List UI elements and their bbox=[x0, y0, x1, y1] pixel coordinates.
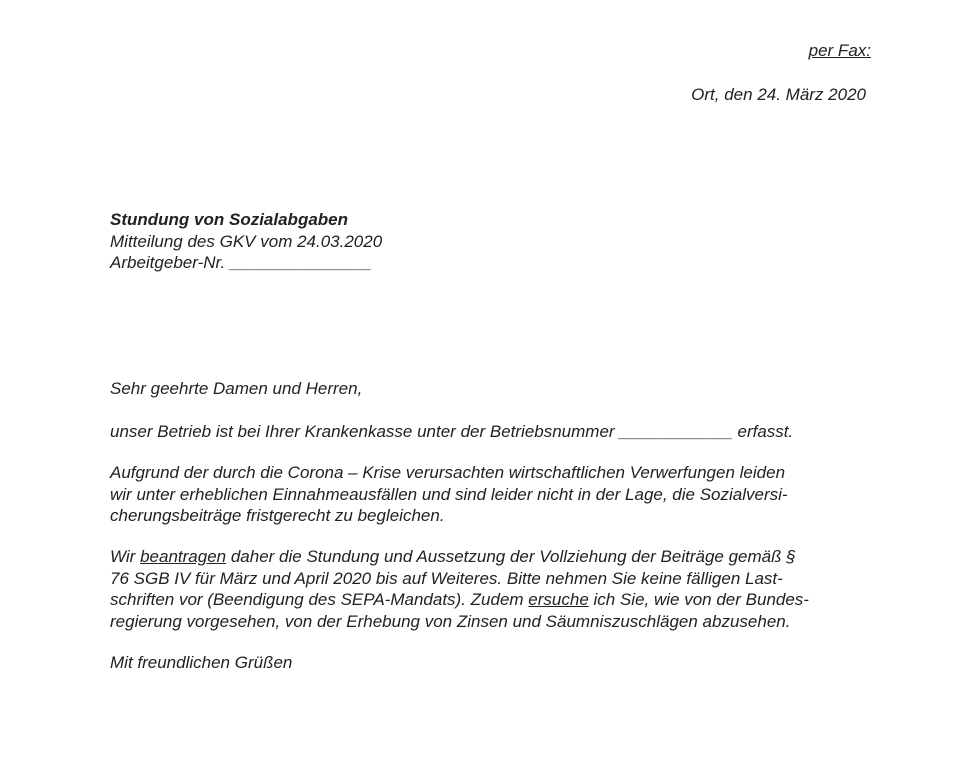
subject-title: Stundung von Sozialabgaben bbox=[110, 210, 348, 229]
employer-number-blank: _______________ bbox=[230, 253, 372, 272]
underlined-beantragen: beantragen bbox=[140, 547, 227, 566]
closing: Mit freundlichen Grüßen bbox=[110, 653, 293, 672]
place-date: Ort, den 24. März 2020 bbox=[691, 85, 866, 104]
paragraph-1-end: erfasst. bbox=[737, 422, 794, 441]
paragraph-3-start: Wir bbox=[110, 547, 136, 566]
paragraph-3-line-2: 76 SGB IV für März und April 2020 bis auf Weiteres. Bitte nehmen Sie keine fälligen Last- bbox=[110, 568, 783, 588]
employer-number-line bbox=[110, 252, 372, 274]
underlined-ersuche: ersuche bbox=[528, 590, 589, 609]
paragraph-3-line-3-start: schriften vor (Beendigung des SEPA-Mandats). Zudem bbox=[110, 590, 524, 609]
employer-number-label: Arbeitgeber-Nr. bbox=[110, 253, 226, 272]
paragraph-3-line-1-rest: daher die Stundung und Aussetzung der Vollziehung der Beiträge gemäß § bbox=[230, 547, 796, 566]
paragraph-2-line-2: wir unter erheblichen Einnahmeausfällen und sind leider nicht in der Lage, die Sozialversi- bbox=[110, 484, 788, 504]
paragraph-3-line-4: regierung vorgesehen, von der Erhebung von Zinsen und Säumniszuschlägen abzusehen. bbox=[110, 611, 791, 631]
paragraph-3-line-3-rest: ich Sie, wie von der Bundes- bbox=[593, 590, 809, 609]
paragraph-3-line-1 bbox=[110, 546, 796, 568]
paragraph-3-line-3 bbox=[110, 589, 809, 611]
paragraph-2-line-3: cherungsbeiträge fristgerecht zu begleichen. bbox=[110, 506, 445, 525]
paragraph-1 bbox=[110, 421, 793, 443]
fax-label bbox=[809, 40, 871, 62]
paragraph-1-text: unser Betrieb ist bei Ihrer Krankenkasse unter der Betriebsnummer bbox=[110, 422, 615, 441]
fax-label-text: per Fax: bbox=[808, 41, 871, 60]
company-number-blank: ____________ bbox=[619, 422, 733, 441]
subject-reference: Mitteilung des GKV vom 24.03.2020 bbox=[110, 232, 383, 251]
paragraph-2-line-1: Aufgrund der durch die Corona – Krise verursachten wirtschaftlichen Verwerfungen leiden bbox=[110, 463, 786, 482]
salutation: Sehr geehrte Damen und Herren, bbox=[110, 379, 363, 398]
